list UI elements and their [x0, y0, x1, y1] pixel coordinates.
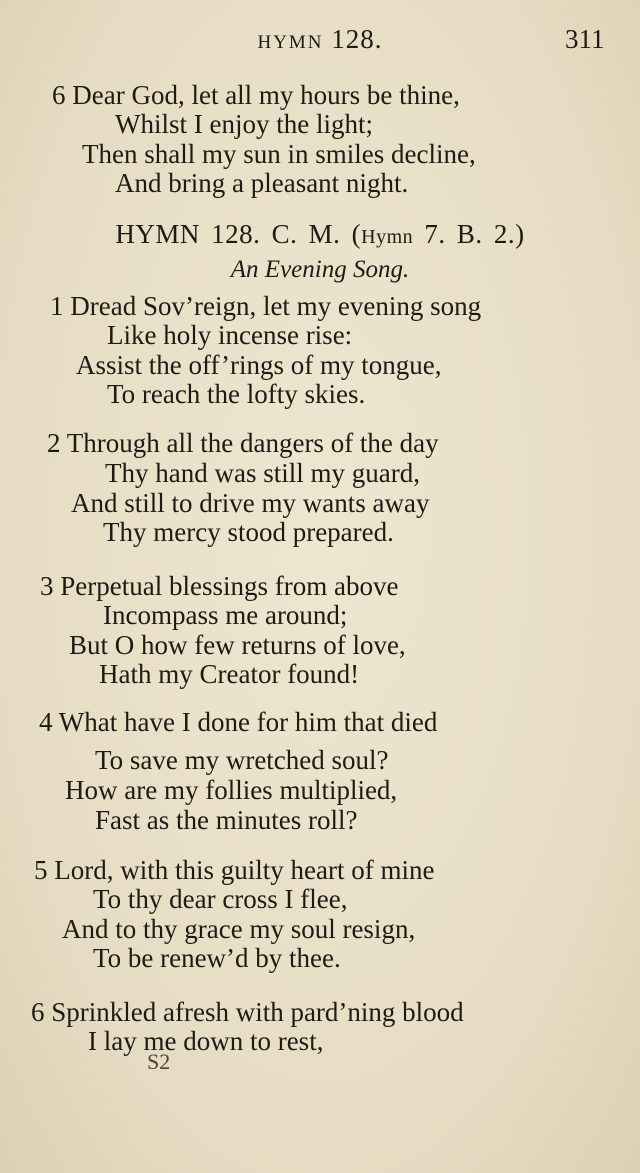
verse-6-number: 6: [31, 997, 45, 1027]
verse-3-text-1: Perpetual blessings from above: [60, 571, 399, 601]
verse-2-line-2: Thy hand was still my guard,: [105, 458, 420, 488]
hymn-heading-small: Hymn: [361, 226, 414, 248]
hymn-heading-end: 7. B. 2.): [413, 219, 525, 249]
carryover-verse-line-2: Whilst I enjoy the light;: [115, 109, 373, 139]
verse-1-line-3: Assist the off’rings of my tongue,: [76, 350, 442, 380]
verse-5-line-2: To thy dear cross I flee,: [93, 884, 348, 914]
verse-2-number: 2: [47, 428, 61, 458]
verse-4-line-2: To save my wretched soul?: [95, 745, 389, 775]
verse-5-line-3: And to thy grace my soul resign,: [62, 914, 416, 944]
verse-2-line-1: [47, 428, 439, 458]
hymn-heading-main: HYMN 128. C. M. (: [115, 219, 362, 249]
page-number: 311: [565, 24, 605, 54]
hymn-heading: [0, 219, 640, 250]
verse-1-text-1: Dread Sov’reign, let my evening song: [70, 291, 482, 321]
carryover-verse-text-1: Dear God, let all my hours be thine,: [72, 80, 460, 110]
running-title: [0, 24, 640, 55]
verse-5-line-4: To be renew’d by thee.: [93, 943, 341, 973]
verse-2-line-3: And still to drive my wants away: [71, 488, 430, 518]
carryover-verse-number: 6: [52, 80, 66, 110]
verse-5-text-1: Lord, with this guilty heart of mine: [54, 855, 435, 885]
verse-4-text-1: What have I done for him that died: [58, 707, 438, 737]
verse-1-number: 1: [50, 291, 64, 321]
carryover-verse-line-3: Then shall my sun in smiles decline,: [82, 139, 476, 169]
verse-3-number: 3: [40, 571, 54, 601]
hymn-subtitle: An Evening Song.: [230, 256, 410, 283]
signature-mark: S2: [147, 1049, 171, 1074]
verse-4-number: 4: [39, 707, 53, 737]
verse-5-number: 5: [34, 855, 48, 885]
carryover-verse-line-1: [52, 80, 460, 110]
verse-1-line-2: Like holy incense rise:: [107, 320, 353, 350]
running-title-number: 128.: [331, 24, 383, 54]
verse-2-line-4: Thy mercy stood prepared.: [103, 517, 394, 547]
verse-1-line-1: [50, 291, 481, 321]
verse-6-line-1: [31, 997, 464, 1027]
verse-3-line-3: But O how few returns of love,: [69, 630, 406, 660]
verse-6-text-1: Sprinkled afresh with pard’ning blood: [51, 997, 464, 1027]
verse-4-line-3: How are my follies multiplied,: [65, 775, 398, 805]
verse-2-text-1: Through all the dangers of the day: [66, 428, 439, 458]
verse-1-line-4: To reach the lofty skies.: [107, 379, 366, 409]
carryover-verse-line-4: And bring a pleasant night.: [115, 168, 409, 198]
verse-5-line-1: [34, 855, 434, 885]
verse-4-line-1: [39, 707, 437, 737]
verse-3-line-2: Incompass me around;: [103, 600, 348, 630]
verse-4-line-4: Fast as the minutes roll?: [95, 805, 358, 835]
verse-6-line-2: I lay me down to rest,: [88, 1026, 324, 1056]
verse-3-line-4: Hath my Creator found!: [99, 659, 360, 689]
verse-3-line-1: [40, 571, 398, 601]
running-title-word: HYMN: [257, 32, 324, 53]
